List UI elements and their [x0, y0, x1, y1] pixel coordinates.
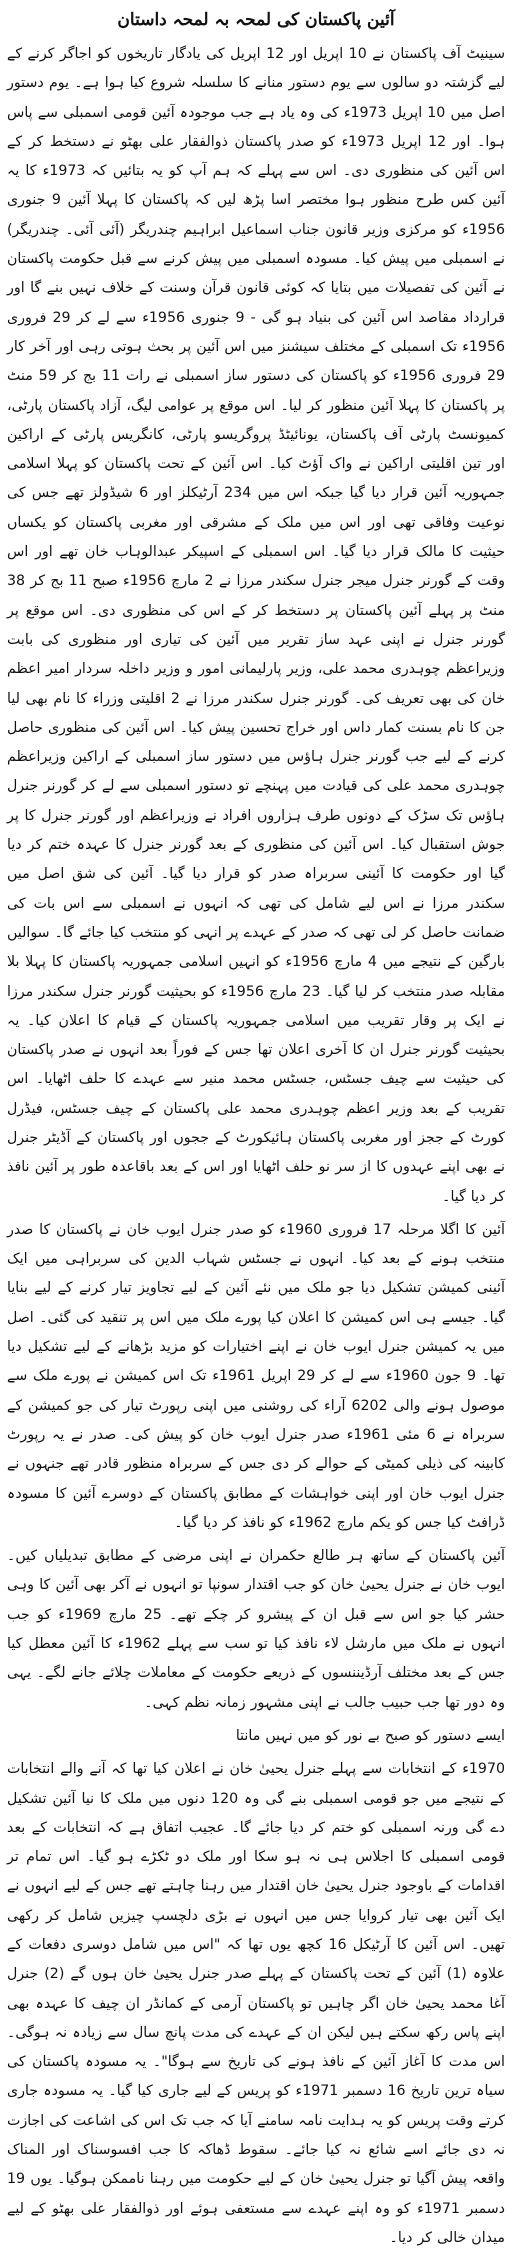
article-paragraph-4: 1970ء کے انتخابات سے پہلے جنرل یحییٰ خان نے اعلان کیا تھا کہ آنے والے انتخابات کے نتیجے میں جو قومی اسمبلی بنے گی وہ 120 دنوں میں ملک کا نیا آئین تشکیل دے گی ورنہ اسمبلی کو ختم کر دیا جائے گا۔ عجیب اتفاق ہے کہ انتخابات کے بعد قومی اسمبلی کا اجلاس ہی نہ ہو سکا اور ملک دو ٹکڑے ہو گیا۔ اس تمام تر اقدامات کے باوجود جنرل یحییٰ خان اقتدار میں رہنا چاہتے تھے جس کے لیے انہوں نے ایک آئین بھی تیار کروایا جس میں انہوں نے بڑی دلچسپ چیزیں شامل کر رکھی تھیں۔ اس آئین کا آرٹیکل 16 کچھ یوں تھا کہ "اس میں شامل دوسری دفعات کے علاوہ (1) آئین کے تحت پاکستان کے پہلے صدر جنرل یحییٰ خان ہوں گے (2) جنرل آغا محمد یحییٰ خان اگر چاہیں تو پاکستان آرمی کے کمانڈر ان چیف کا عہدہ بھی اپنے پاس رکھ سکتے ہیں لیکن ان کے عہدے کی مدت پانچ سال سے زیادہ نہ ہوگی۔ اس مدت کا آغاز آئین کے نافذ ہونے کی تاریخ سے ہوگا"۔ یہ مسودہ پاکستان کی سیاہ ترین تاریخ 16 دسمبر 1971ء کو پریس کے لیے جاری کیا گیا۔ یہ مسودہ جاری کرتے وقت پریس کو یہ ہدایت نامہ سامنے آیا کہ جب تک اس کی اشاعت کی اجازت نہ دی جائے اسے شائع نہ کیا جائے۔ سقوط ڈھاکہ کا جب افسوسناک اور المناک واقعہ پیش آگیا تو جنرل یحییٰ خان کے لیے حکومت میں رہنا ناممکن ہوگیا۔ یوں 19 دسمبر 1971ء کو وہ اپنے عہدے سے مستعفی ہوئے اور ذوالفقار علی بھٹو کے لیے میدان خالی کر دیا۔ [7, 1761, 506, 2246]
article-title: آئین پاکستان کی لمحہ بہ لمحہ داستان [117, 10, 395, 30]
article-paragraph-2: آئین کا اگلا مرحلہ 17 فروری 1960ء کو صدر جنرل ایوب خان نے پاکستان کا صدر منتخب ہونے کے بعد کیا۔ انہوں نے جسٹس شہاب الدین کی سربراہی میں ایک آئینی کمیشن تشکیل دیا جو ملک میں نئے آئین کے لیے تجاویز تیار کرنے کے لیے بنایا گیا۔ جیسے ہی اس کمیشن کا اعلان کیا پورے ملک میں اس پر تنقید کی گئی۔ اصل میں یہ کمیشن جنرل ایوب خان نے اپنے اختیارات کو مزید بڑھانے کے لیے تشکیل دیا تھا۔ 9 جون 1960ء سے لے کر 29 اپریل 1961ء تک اس کمیشن نے پورے ملک سے موصول ہونے والی 6202 آراء کی روشنی میں اپنی رپورٹ تیار کی جو کمیشن کے سربراہ نے 6 مئی 1961ء صدر جنرل ایوب خان کو پیش کی۔ صدر نے یہ رپورٹ کابینہ کی ذیلی کمیٹی کے حوالے کر دی جس کے سربراہ منظور قادر تھے جنہوں نے جنرل ایوب خان اور اپنی خواہشات کے مطابق پاکستان کے دوسرے آئین کا مسودہ ڈرافٹ کیا جس کو یکم مارچ 1962ء کو نافذ کر دیا گیا۔ [7, 1221, 505, 1531]
article-paragraph-1: سینیٹ آف پاکستان نے 10 اپریل اور 12 اپریل کی یادگار تاریخوں کو اجاگر کرنے کے لیے گزشتہ دو سالوں سے یوم دستور منانے کا سلسلہ شروع کیا ہوا ہے۔ یوم دستور اصل میں 10 اپریل 1973ء کی وہ یاد ہے جب موجودہ آئین قومی اسمبلی سے پاس ہوا۔ اور 12 اپریل 1973ء کو صدر پاکستان ذوالفقار علی بھٹو نے دستخط کر کے اس آئین کی منظوری دی۔ اس سے پہلے کہ ہم آپ کو یہ بتائیں کہ 1973ء کا یہ آئین کس طرح منظور ہوا مختصر اسا پڑھ لیں کہ پاکستان کا پہلا آئین 9 جنوری 1956ء کو مرکزی وزیر قانون جناب اسماعیل ابراہیم چندریگر (آئی آئی۔ چندریگر) نے اسمبلی میں پیش کیا۔ مسودہ اسمبلی میں پیش کرنے سے قبل حکومت پاکستان نے آئین کی تفصیلات میں بتایا کہ کوئی قانون قرآن وسنت کے خلاف نہیں بنے گا اور قرارداد مقاصد اس آئین کی بنیاد ہو گی - 9 جنوری 1956ء سے لے کر 29 فروری 1956ء تک اسمبلی کے مختلف سیشنز میں اس آئین پر بحث ہوتی رہی اور آخر کار 29 فروری 1956ء کو پاکستان کی دستور ساز اسمبلی نے رات 11 بج کر 59 منٹ پر پاکستان کا پہلا آئین منظور کر لیا۔ اس موقع پر عوامی لیگ، آزاد پاکستان پارٹی، کمیونسٹ پارٹی آف پاکستان، یونائیٹڈ پروگریسو پارٹی، کانگریس پارٹی کے اراکین اور تین اقلیتی اراکین نے واک آؤٹ کیا۔ اس آئین کے تحت پاکستان کو پہلا اسلامی جمہوریہ آئین قرار دیا گیا جبکہ اس میں 234 آرٹیکلز اور 6 شیڈولز تھے جس کی نوعیت وفاقی تھی اور اس میں ملک کے مشرقی اور مغربی پاکستان کو یکساں حیثیت کا مالک قرار دیا گیا۔ اس اسمبلی کے اسپیکر عبدالوہاب خان تھے اور اس وقت کے گورنر جنرل میجر جنرل سکندر مرزا نے 2 مارچ 1956ء صبح 11 بج کر 38 منٹ پر پہلے آئین پاکستان پر دستخط کر کے اس کی منظوری دی۔ اس موقع پر گورنر جنرل نے اپنی عہد ساز تقریر میں آئین کی تیاری اور منظوری کی بابت وزیراعظم چوہدری محمد علی، وزیر پارلیمانی امور و وزیر داخلہ سردار امیر اعظم خان کی بھی تعریف کی۔ گورنر جنرل سکندر مرزا نے 2 اقلیتی وزراء کا نام بھی لیا جن کا نام بسنت کمار داس اور خراج تحسین پیش کیا۔ اس آئین کی منظوری حاصل کرنے کے لیے جب گورنر جنرل ہاؤس میں دستور ساز اسمبلی کے اراکین وزیراعظم چوہدری محمد علی کی قیادت میں پہنچے تو دستور اسمبلی سے لے کر گورنر جنرل ہاؤس تک سڑک کے دونوں طرف ہزاروں افراد نے وزیراعظم اور گورنر جنرل کا پر جوش استقبال کیا۔ اس آئین کی منظوری کے بعد گورنر جنرل کا عہدہ ختم کر دیا گیا اور حکومت کا آئینی سربراہ صدر کو قرار دیا گیا۔ آئین کی شق اصل میں سکندر مرزا نے اس لیے شامل کی تھی کہ انہوں نے اسمبلی سے اس بات کی ضمانت حاصل کر لی تھی کہ صدر کے عہدے پر انہی کو منتخب کیا جائے گا۔ سوالیں بارگین کے نتیجے میں 4 مارچ 1956ء کو انہیں اسلامی جمہوریہ پاکستان کا پہلا بلا مقابلہ صدر منتخب کر لیا گیا۔ 23 مارچ 1956ء کو بحیثیت گورنر جنرل سکندر مرزا نے ایک پر وقار تقریب میں اسلامی جمہوریہ پاکستان کے قیام کا اعلان کیا۔ یہ بحیثیت گورنر جنرل ان کا آخری اعلان تھا جس کے فوراً بعد انہوں نے صدر پاکستان کی حیثیت سے چیف جسٹس، جسٹس محمد منیر سے عہدے کا حلف اٹھایا۔ اس تقریب کے بعد وزیر اعظم چوہدری محمد علی پاکستان کے چیف جسٹس، فیڈرل کورٹ کے ججز اور مغربی پاکستان ہائیکورٹ کے ججوں اور پاکستان کے آڈیٹر جنرل نے بھی اپنے عہدوں کا از سر نو حلف اٹھایا اور اس کے بعد باقاعدہ طور پر آئین نافذ کر دیا گیا۔ [7, 46, 506, 1205]
poem-line: ایسے دستور کو صبح بے نور کو میں نہیں مانتا [235, 1727, 505, 1744]
article-paragraph-3: آئین پاکستان کے ساتھ ہر طالع حکمران نے اپنی مرضی کے مطابق تبدیلیاں کیں۔ ایوب خان نے جنرل یحییٰ خان کو جب اقتدار سونپا تو انہوں نے آکر بھی آئین کا وہی حشر کیا جو اس سے قبل ان کے پیشرو کر چکے تھے۔ 25 مارچ 1969ء کو جب انہوں نے ملک میں مارشل لاء نافذ کیا تو سب سے پہلے 1962ء کا آئین معطل کیا جس کے بعد مختلف آرڈیننسوں کے ذریعے حکومت کے معاملات چلائے جانے لگے۔ یہی وہ دور تھا جب حبیب جالب نے اپنی مشہور زمانہ نظم کہی۔ [7, 1548, 505, 1711]
